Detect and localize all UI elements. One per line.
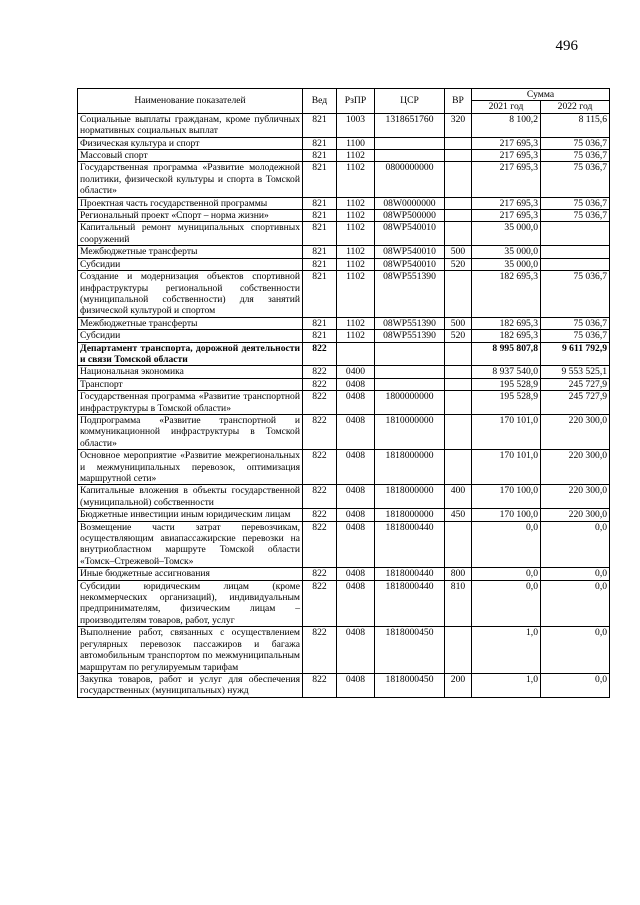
cell-sum-2022: 8 115,6 [541,113,610,137]
cell-name: Массовый спорт [78,150,303,162]
cell-name: Региональный проект «Спорт – норма жизни» [78,210,303,222]
cell-vr [445,627,472,674]
cell-sum-2022: 245 727,9 [541,391,610,415]
cell-csr: 08WP551390 [375,330,445,342]
cell-sum-2021: 1,0 [472,673,541,697]
cell-csr [375,366,445,378]
cell-sum-2022: 75 036,7 [541,162,610,197]
table-body [78,113,610,697]
cell-name: Иные бюджетные ассигнования [78,568,303,580]
cell-sum-2021: 170 101,0 [472,450,541,485]
cell-csr: 1818000450 [375,627,445,674]
table-row [78,162,610,197]
cell-name: Межбюджетные трансферты [78,317,303,329]
cell-sum-2021: 182 695,3 [472,271,541,318]
cell-rzpr: 1102 [337,162,375,197]
header-year-2021: 2021 год [472,101,541,113]
cell-name: Подпрограмма «Развитие транспортной и коммуникационной инфраструктуры в Томской области» [78,414,303,449]
header-name: Наименование показателей [78,89,303,114]
cell-name: Физическая культура и спорт [78,137,303,149]
cell-ved: 821 [303,222,337,246]
cell-ved: 821 [303,258,337,270]
cell-sum-2022: 75 036,7 [541,210,610,222]
table-row [78,210,610,222]
cell-vr [445,391,472,415]
cell-rzpr: 1102 [337,210,375,222]
cell-vr: 500 [445,317,472,329]
table-row [78,580,610,627]
cell-sum-2021: 217 695,3 [472,197,541,209]
table-header [78,89,610,114]
table-row [78,450,610,485]
cell-vr [445,521,472,568]
cell-sum-2021: 35 000,0 [472,246,541,258]
cell-ved: 822 [303,580,337,627]
cell-sum-2021: 1,0 [472,627,541,674]
cell-csr: 1818000000 [375,450,445,485]
cell-name: Закупка товаров, работ и услуг для обеспечения государственных (муниципальных) нужд [78,673,303,697]
cell-rzpr: 1102 [337,258,375,270]
cell-csr: 1318651760 [375,113,445,137]
cell-name: Капитальные вложения в объекты государственной (муниципальной) собственности [78,485,303,509]
cell-sum-2022: 9 611 792,9 [541,342,610,366]
table-row [78,568,610,580]
cell-vr [445,271,472,318]
cell-csr: 1818000000 [375,485,445,509]
cell-name: Транспорт [78,378,303,390]
cell-sum-2022 [541,246,610,258]
cell-csr: 08WP551390 [375,271,445,318]
cell-csr: 08WP551390 [375,317,445,329]
cell-sum-2022: 0,0 [541,521,610,568]
cell-ved: 822 [303,521,337,568]
cell-sum-2021: 217 695,3 [472,150,541,162]
cell-rzpr: 1102 [337,197,375,209]
cell-sum-2022: 0,0 [541,673,610,697]
cell-rzpr: 1102 [337,222,375,246]
cell-csr: 08WP500000 [375,210,445,222]
cell-csr [375,150,445,162]
cell-ved: 822 [303,450,337,485]
cell-vr [445,378,472,390]
table-row [78,414,610,449]
table-row [78,509,610,521]
cell-rzpr: 1102 [337,317,375,329]
table-row [78,150,610,162]
table-row [78,330,610,342]
table-row [78,271,610,318]
cell-rzpr: 1102 [337,330,375,342]
cell-sum-2021: 8 100,2 [472,113,541,137]
cell-ved: 821 [303,150,337,162]
cell-sum-2021: 170 101,0 [472,414,541,449]
table-row [78,627,610,674]
cell-ved: 822 [303,568,337,580]
cell-sum-2021: 0,0 [472,580,541,627]
table-row [78,521,610,568]
cell-vr [445,342,472,366]
table-row [78,197,610,209]
cell-sum-2021: 35 000,0 [472,258,541,270]
table-row [78,137,610,149]
cell-csr: 08WP540010 [375,258,445,270]
cell-name: Создание и модернизация объектов спортивной инфраструктуры региональной собственности (муниципальной собственности) для занятий физической культурой и спортом [78,271,303,318]
cell-ved: 822 [303,366,337,378]
cell-ved: 822 [303,509,337,521]
cell-rzpr: 1102 [337,246,375,258]
cell-sum-2021: 195 528,9 [472,391,541,415]
table-row [78,485,610,509]
cell-csr: 08WP540010 [375,222,445,246]
cell-vr [445,222,472,246]
cell-rzpr: 0408 [337,568,375,580]
cell-rzpr: 0408 [337,509,375,521]
header-vr: ВР [445,89,472,114]
cell-ved: 822 [303,378,337,390]
cell-csr: 1800000000 [375,391,445,415]
cell-name: Государственная программа «Развитие транспортной инфраструктуры в Томской области» [78,391,303,415]
cell-sum-2021: 170 100,0 [472,485,541,509]
cell-rzpr: 0408 [337,485,375,509]
cell-csr: 1818000000 [375,509,445,521]
cell-sum-2022: 75 036,7 [541,330,610,342]
cell-sum-2021: 217 695,3 [472,137,541,149]
cell-vr: 500 [445,246,472,258]
cell-ved: 821 [303,246,337,258]
cell-csr [375,378,445,390]
cell-csr: 08WP540010 [375,246,445,258]
table-row [78,378,610,390]
table-row [78,391,610,415]
cell-ved: 821 [303,162,337,197]
cell-name: Субсидии [78,258,303,270]
cell-sum-2021: 217 695,3 [472,162,541,197]
cell-vr [445,150,472,162]
table-row [78,317,610,329]
cell-rzpr: 0408 [337,378,375,390]
cell-csr: 08W0000000 [375,197,445,209]
cell-rzpr: 0408 [337,450,375,485]
cell-rzpr: 0400 [337,366,375,378]
header-rzpr: РзПР [337,89,375,114]
cell-vr [445,450,472,485]
cell-vr: 320 [445,113,472,137]
cell-sum-2022 [541,222,610,246]
cell-rzpr: 0408 [337,627,375,674]
cell-ved: 822 [303,342,337,366]
cell-sum-2022: 75 036,7 [541,271,610,318]
cell-rzpr: 0408 [337,414,375,449]
cell-csr: 1818000440 [375,580,445,627]
cell-rzpr: 1102 [337,271,375,318]
cell-name: Проектная часть государственной программы [78,197,303,209]
cell-ved: 821 [303,113,337,137]
cell-csr: 1818000450 [375,673,445,697]
cell-sum-2021: 195 528,9 [472,378,541,390]
cell-vr [445,366,472,378]
cell-vr [445,414,472,449]
cell-sum-2022: 245 727,9 [541,378,610,390]
cell-ved: 821 [303,271,337,318]
cell-sum-2022: 220 300,0 [541,414,610,449]
cell-name: Возмещение части затрат перевозчикам, осуществляющим авиапассажирские перевозки на внутриобластном маршруте Томской области «Томск–Стрежевой–Томск» [78,521,303,568]
cell-rzpr: 1100 [337,137,375,149]
cell-csr: 1810000000 [375,414,445,449]
cell-rzpr: 1003 [337,113,375,137]
cell-ved: 821 [303,197,337,209]
cell-name: Капитальный ремонт муниципальных спортивных сооружений [78,222,303,246]
page-number: 496 [555,38,578,54]
cell-sum-2021: 8 995 807,8 [472,342,541,366]
cell-sum-2022: 0,0 [541,568,610,580]
cell-sum-2022: 75 036,7 [541,137,610,149]
cell-name: Выполнение работ, связанных с осуществлением регулярных перевозок пассажиров и багажа автомобильным транспортом по межмуниципальным маршрутам по регулируемым тарифам [78,627,303,674]
cell-ved: 822 [303,627,337,674]
cell-sum-2022: 75 036,7 [541,150,610,162]
cell-csr [375,137,445,149]
cell-vr: 400 [445,485,472,509]
cell-vr: 520 [445,330,472,342]
cell-rzpr: 0408 [337,580,375,627]
cell-rzpr [337,342,375,366]
table-row [78,673,610,697]
cell-sum-2021: 182 695,3 [472,330,541,342]
cell-ved: 821 [303,330,337,342]
cell-sum-2021: 217 695,3 [472,210,541,222]
cell-sum-2022: 220 300,0 [541,509,610,521]
cell-name: Субсидии [78,330,303,342]
cell-sum-2021: 0,0 [472,521,541,568]
cell-vr: 200 [445,673,472,697]
cell-sum-2022 [541,258,610,270]
table-row [78,366,610,378]
table-row [78,222,610,246]
cell-name: Основное мероприятие «Развитие межрегиональных и межмуниципальных перевозок, оптимизация маршрутной сети» [78,450,303,485]
cell-sum-2021: 170 100,0 [472,509,541,521]
cell-rzpr: 0408 [337,521,375,568]
cell-name: Национальная экономика [78,366,303,378]
cell-csr: 0800000000 [375,162,445,197]
cell-name: Департамент транспорта, дорожной деятельности и связи Томской области [78,342,303,366]
budget-table [77,88,610,698]
header-sum: Сумма [472,89,610,101]
cell-csr: 1818000440 [375,568,445,580]
header-csr: ЦСР [375,89,445,114]
cell-csr: 1818000440 [375,521,445,568]
cell-vr: 810 [445,580,472,627]
cell-name: Социальные выплаты гражданам, кроме публичных нормативных социальных выплат [78,113,303,137]
cell-name: Субсидии юридическим лицам (кроме некоммерческих организаций), индивидуальным предпринимателям, физическим лицам – производителям товаров, работ, услуг [78,580,303,627]
cell-ved: 822 [303,673,337,697]
cell-sum-2022: 0,0 [541,580,610,627]
table-row [78,246,610,258]
table-row [78,113,610,137]
cell-sum-2021: 0,0 [472,568,541,580]
cell-ved: 821 [303,317,337,329]
cell-sum-2021: 35 000,0 [472,222,541,246]
cell-name: Бюджетные инвестиции иным юридическим лицам [78,509,303,521]
cell-name: Государственная программа «Развитие молодежной политики, физической культуры и спорта в Томской области» [78,162,303,197]
cell-ved: 822 [303,414,337,449]
cell-sum-2022: 9 553 525,1 [541,366,610,378]
cell-sum-2021: 182 695,3 [472,317,541,329]
table-row [78,258,610,270]
header-year-2022: 2022 год [541,101,610,113]
cell-sum-2022: 75 036,7 [541,317,610,329]
cell-ved: 822 [303,485,337,509]
cell-vr: 450 [445,509,472,521]
cell-sum-2022: 220 300,0 [541,485,610,509]
cell-vr: 800 [445,568,472,580]
cell-ved: 821 [303,137,337,149]
cell-ved: 822 [303,391,337,415]
cell-rzpr: 1102 [337,150,375,162]
cell-sum-2022: 220 300,0 [541,450,610,485]
cell-rzpr: 0408 [337,673,375,697]
cell-sum-2022: 0,0 [541,627,610,674]
cell-ved: 821 [303,210,337,222]
cell-name: Межбюджетные трансферты [78,246,303,258]
cell-vr [445,197,472,209]
cell-vr [445,162,472,197]
cell-sum-2021: 8 937 540,0 [472,366,541,378]
cell-sum-2022: 75 036,7 [541,197,610,209]
header-ved: Вед [303,89,337,114]
cell-rzpr: 0408 [337,391,375,415]
cell-csr [375,342,445,366]
cell-vr [445,210,472,222]
cell-vr: 520 [445,258,472,270]
cell-vr [445,137,472,149]
table-row [78,342,610,366]
